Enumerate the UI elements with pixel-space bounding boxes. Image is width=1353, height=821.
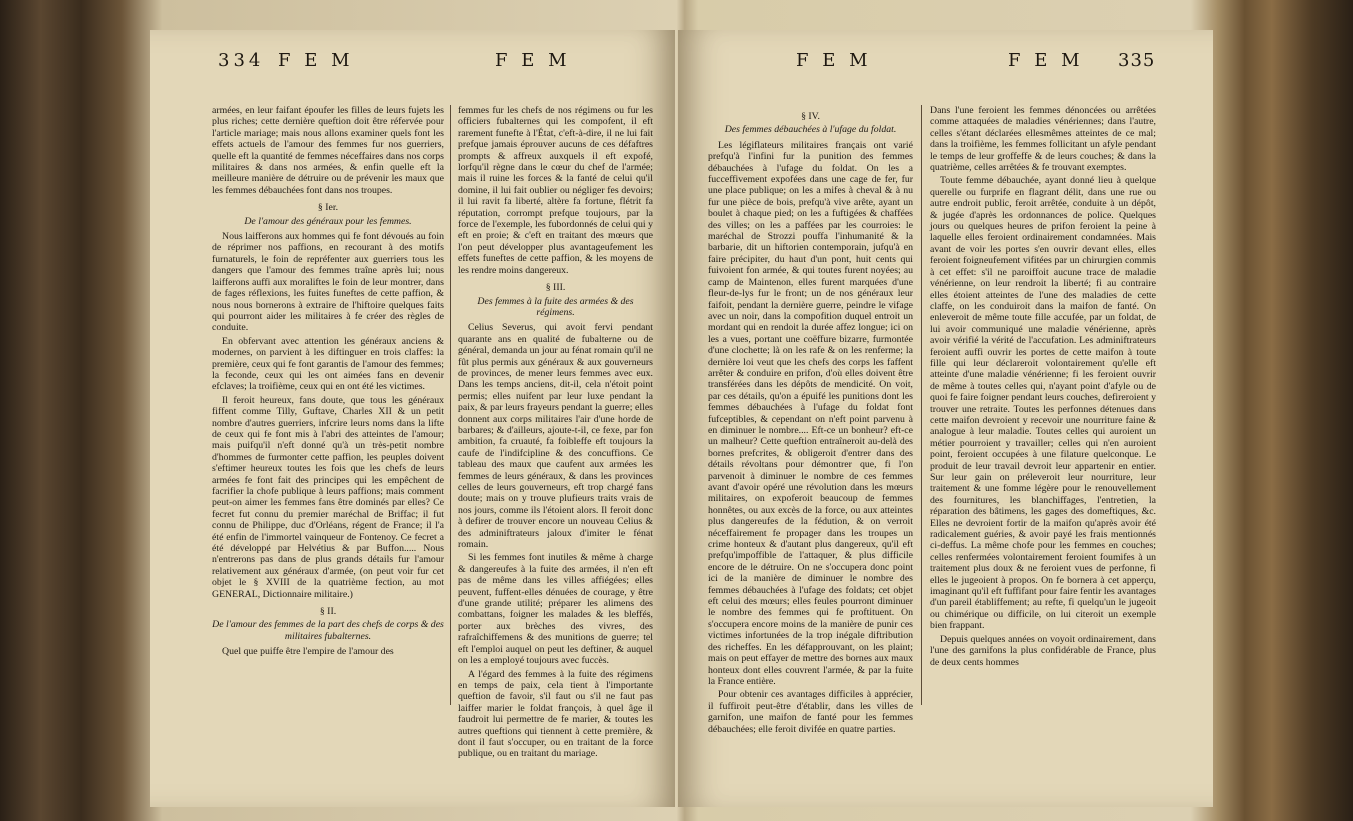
- right-page-number: 335: [1118, 50, 1156, 71]
- column-rule: [450, 105, 451, 705]
- paragraph: Toute femme débauchée, ayant donné lieu à quelque querelle ou furprife en flagrant délit, dans une rue ou autre endroit public, feroit arrêtée, conduite à un dépôt, & jugée d'après les ordonnances de police. Quelques jours ou quelques heures de prifon feroient la peine à laquelle elles feroient ordinairement condamnées. Mais avant de voir les portes s'en ouvrir devant elles, elles feroient foigneufement vifitées par un chirurgien commis à cet effet: s'il ne paroiffoit aucune trace de maladie vénérienne, on leur rendroit la liberté; fi au contraire elles étoient atteintes de l'une des maladies de cette claffe, on les conduiroit dans la maifon de fanté. On enleveroit de même toute fille accufée, par un foldat, de lui avoir communiqué une maladie vénérienne, après avoir vérifié la vérité de l'accufation. Les adminiftrateurs feroient auffi ouvrir les portes de cette maifon à toute fille qui leur déclareroit volontairement qu'elle eft atteinte d'une maladie vénérienne; fi les feroient ouvrir de même à toutes celles qui, n'ayant point d'afyle ou de quoi fe faire foigner pendant leurs couches, defireroient y trouver une retraite. Toutes les perfonnes détenues dans cette maifon devroient y recevoir une nourriture faine & analogue à leur maladie. Toutes celles qui auroient un métier pourroient y travailler; celles qui n'en auroient point, feroient occupées à une filature quelconque. Le produit de leur travail devroit leur appartenir en entier. Sur leur gain on préleveroit leur nourriture, leur traitement & une fomme légère pour le renouvellement des fournitures, les blanchiffages, l'entretien, la réparation des bâtimens, les gages des domeftiques, &c. Elles ne devroient fortir de la maifon qu'après avoir été radicalement guéries, & avoir payé les frais mentionnés ci-deffus. La même chofe pour les femmes en couches; celles renfermées volontairement feroient foumifes à un traitement plus doux & ne feroient vues de perfonne, fi elles le jugeoient à propos. On fe bornera à cet apperçu, imaginant qu'il eft fuffifant pour faire fentir les avantages d'un pareil établiffement; au refte, fi quelqu'un le jugeoit ou chimérique ou difficile, on lui citeroit un exemple bien frappant.: [930, 175, 1156, 632]
- paragraph: Celius Severus, qui avoit fervi pendant quarante ans en qualité de fubalterne ou de général, demanda un jour au fénat romain qu'il ne fût plus permis aux généraux & aux gouverneurs de provinces, de mener leurs femmes avec eux. Dans les temps anciens, dit-il, cela n'étoit point permis; elles nuifent par leur luxe pendant la paix, & par leurs frayeurs pendant la guerre; elles donnent aux corps militaires l'air d'une horde de barbares; & d'ailleurs, ajoute-t-il, ce fexe, par fon ambition, fa cruauté, fa foibleffe eft toujours la caufe de l'indifcipline & des concuffions. Ce tableau des maux que caufent aux armées les femmes de leurs généraux, & dans les provinces celles de leurs gouverneurs, eft trop chargé fans doute; mais on y trouve plufieurs traits vrais de nos jours, comme ils l'étoient alors. Il feroit donc à defirer de trouver encore un nouveau Celius & des adminiftrateurs jaloux d'imiter le fénat romain.: [458, 322, 653, 551]
- paragraph: En obfervant avec attention les généraux anciens & modernes, on parvient à les diftinguer en trois claffes: la première, ceux qui fe font garantis de l'amour des femmes; la feconde, ceux qui les ont aimées fans en devenir efclaves; la troifième, ceux qui en ont été les victimes.: [212, 335, 444, 393]
- left-running-head-1: F E M: [278, 50, 354, 71]
- right-column-2: [930, 105, 1156, 725]
- right-page: [678, 30, 1213, 807]
- left-column-2: [458, 105, 653, 760]
- paragraph: Il feroit heureux, fans doute, que tous les généraux fiffent comme Tilly, Guftave, Charles XII & un petit nombre d'autres guerriers, infcrire leurs noms dans la lifte de ceux qui fe font mis à l'abri des atteintes de l'amour; mais puifqu'il n'eft donné qu'à un très-petit nombre d'hommes de furmonter cette paffion, les peuples doivent s'eftimer heureux toutes les fois que les chefs de leurs armées fe font fait des principes qui les empêchent de facrifier la chofe publique à leurs paffions; mais comment peut-on aimer les femmes fans être dominés par elles? Ce fecret fut connu du premier maréchal de Briffac; il fut connu de Philippe, duc d'Orléans, régent de France; il l'a été enfin de l'immortel vainqueur de Fontenoy. Ce fecret a été développé par Helvétius & par Buffon..... Nous n'entrerons pas dans de plus grands détails fur l'amour relativement aux généraux d'armée, (on peut voir fur cet objet le § XVIII de la quatrième fection, au mot GENERAL, Dictionnaire militaire.): [212, 394, 444, 600]
- paragraph: Nous laifferons aux hommes qui fe font dévoués au foin de réprimer nos paffions, en recourant à des motifs furnaturels, le foin de repréfenter aux guerriers tous les dangers que l'amour des femmes traîne après lui; nous laifferons auffi aux moraliftes le foin de leur montrer, dans de fages réflexions, les fuites funeftes de cette paffion, & nous nous bornerons à extraire de l'hiftoire quelques faits qui pourront aider les militaires à fe créer des règles de conduite.: [212, 231, 444, 334]
- paragraph: Pour obtenir ces avantages difficiles à apprécier, il fuffiroit peut-être d'établir, dans les villes de garnifon, une maifon de fanté pour les femmes débauchées; elle feroit divifée en quatre parties.: [708, 689, 913, 735]
- section-subtitle: Des femmes débauchées à l'ufage du foldat.: [724, 124, 897, 136]
- paragraph: A l'égard des femmes à la fuite des régimens en temps de paix, cela tient à l'importante queftion de favoir, s'il faut ou s'il ne faut pas laiffer marier le foldat françois, à quel âge il faudroit lui permettre de fe marier, & toutes les autres queftions qui tiennent à cette première, & dont il faut s'occuper, ou en traitant de la force publique, ou en traitant du mariage.: [458, 668, 653, 760]
- paragraph: Dans l'une feroient les femmes dénoncées ou arrêtées comme attaquées de maladies vénériennes; dans l'autre, celles s'étant déclarées ellesmêmes atteintes de ce mal; dans la troifième, les femmes follicitant un afyle pendant le temps de leur groffeffe & de leurs couches; & dans la quatrième, celles arrêtées & fe trouvant exemptes.: [930, 105, 1156, 174]
- paragraph: Depuis quelques années on voyoit ordinairement, dans l'une des garnifons la plus confidérable de France, plus de deux cents hommes: [930, 633, 1156, 668]
- section-heading: § II.: [319, 606, 337, 618]
- left-column-1: [212, 105, 444, 725]
- column-rule: [921, 105, 922, 705]
- section-subtitle: Des femmes à la fuite des armées & des régimens.: [477, 295, 634, 318]
- paragraph: Les légiflateurs militaires français ont varié prefqu'à l'infini fur la punition des femmes débauchées à l'ufage du foldat. On les a fucceffivement expofées dans une cage de fer, fur une place publique; on les a mifes à cheval & à nu fur une pièce de bois, prefqu'à vive arête, ayant un boulet à chaque pied; on les a fuftigées & chaffées des villes; on les a paffées par les courroies: le maréchal de Strozzi pouffa l'inhumanité & la barbarie, dit un hiftorien contemporain, jufqu'à en faire précipiter, du haut d'un pont, huit cents qui fuivoient fon armée, & qui toutes furent noyées; au camp de Maintenon, elles furent marquées d'une fleur-de-lys fur le front; un de nos généraux leur faifoit, pendant la dernière guerre, peindre le vifage avec un noir, dans la compofition duquel entroit un mordant qui en rendoit la durée affez longue; ici on les a vues, portant une coëffure bizarre, furmontée d'une clochette; là on les rafe & on les renferme; la dernière loi veut que les chefs des corps les faffent arrêter & conduire en prifon, d'où elles doivent être transférées dans les dépôts de mendicité. On voit, par ces détails, qu'on a épuifé les punitions dont les femmes débauchées à l'ufage du foldat font fufceptibles, & cependant on n'eft point parvenu à en diminuer le nombre.... Eft-ce un bonheur? eft-ce un malheur? Cette queftion entraîneroit au-delà des bornes prefcrites, & obligeroit d'entrer dans des détails révoltans pour démontrer que, fi l'on parvenoit à diminuer le nombre de ces femmes avant d'avoir opéré une révolution dans les mœurs militaires, on expoferoit beaucoup de femmes honnêtes, ou aux excès de la force, ou aux atteintes plus dangereufes de la fédution, & on verroit néceffairement fe propager dans les troupes un crime honteux & d'autant plus dangereux, qu'il eft prefqu'impoffible de l'attaquer, & plus difficile encore de le détruire. On ne s'occupera donc point ici de la manière de diminuer le nombre des femmes débauchées à l'ufage des foldats; cet objet eft celui des mœurs; elles feules pourront diminuer le nombre des femmes qui fe proftituent. On s'occupera encore moins de la manière de punir ces victimes infortunées de la trop inégale diftribution des richeffes. En les défapprouvant, on les plaint; mais on peut effayer de mettre des bornes aux maux honteux dont elles couvrent l'armée, & par la fuite la France entière.: [708, 139, 913, 687]
- paragraph: femmes fur les chefs de nos régimens ou fur les officiers fubalternes qui les compofent, il eft rarement funefte à l'État, c'eft-à-dire, il ne lui fait prefque jamais éprouver aucuns de ces défaftres prompts & affreux auxquels il eft expofé, lorfqu'il règne dans le cœur du chef de l'armée; mais il ruine les forces & la fanté de celui qu'il domine, il lui fait oublier ou négliger fes devoirs; il lui ravit fa liberté, altère fa fortune, flétrit fa réputation, corrompt prefque toujours, par la force de l'exemple, les fubordonnés de celui qui y eft en proie; & c'eft en traitant des mœurs que l'on peut développer plus avantageufement les effets funeftes de cette paffion, & les moyens de les rendre moins dangereux.: [458, 105, 653, 276]
- section-heading: § IV.: [801, 111, 820, 122]
- section-subtitle: De l'amour des généraux pour les femmes.: [244, 215, 412, 227]
- left-page: [150, 30, 675, 807]
- paragraph: Quel que puiffe être l'empire de l'amour des: [222, 646, 394, 658]
- right-running-head-1: F E M: [796, 50, 872, 71]
- left-running-head-2: F E M: [495, 50, 571, 71]
- section-subtitle: De l'amour des femmes de la part des chefs de corps & des militaires fubalternes.: [212, 619, 444, 642]
- section-heading: § III.: [545, 282, 566, 294]
- section-heading: § Ier.: [317, 202, 339, 214]
- left-page-number: 334: [218, 50, 265, 71]
- right-column-1: [708, 105, 913, 735]
- right-running-head-2: F E M: [1008, 50, 1084, 71]
- paragraph: Si les femmes font inutiles & même à charge & dangereufes à la fuite des armées, il n'en eft pas de même dans les villes affiégées; elles peuvent, fuffent-elles dénuées de courage, y être d'une grande utilité; préparer les alimens des combattans, foigner les malades & les bleffés, porter aux brèches des vivres, des rafraîchiffemens & des munitions de guerre; tel eft l'emploi auquel on peut les deftiner, & auquel on les a employé toujours avec fuccès.: [458, 552, 653, 667]
- paragraph: armées, en leur faifant époufer les filles de leurs fujets les plus riches; cette dernière queftion doit être réfervée pour l'article mariage; mais nous allons examiner quels font les effets actuels de l'amour des femmes fur nos guerriers, quelle eft la quantité de femmes néceffaires dans nos corps militaires & dans nos armées, & enfin quelle eft la meilleure manière de détruire ou de prévenir les maux que les femmes débauchées font dans nos troupes.: [212, 105, 444, 196]
